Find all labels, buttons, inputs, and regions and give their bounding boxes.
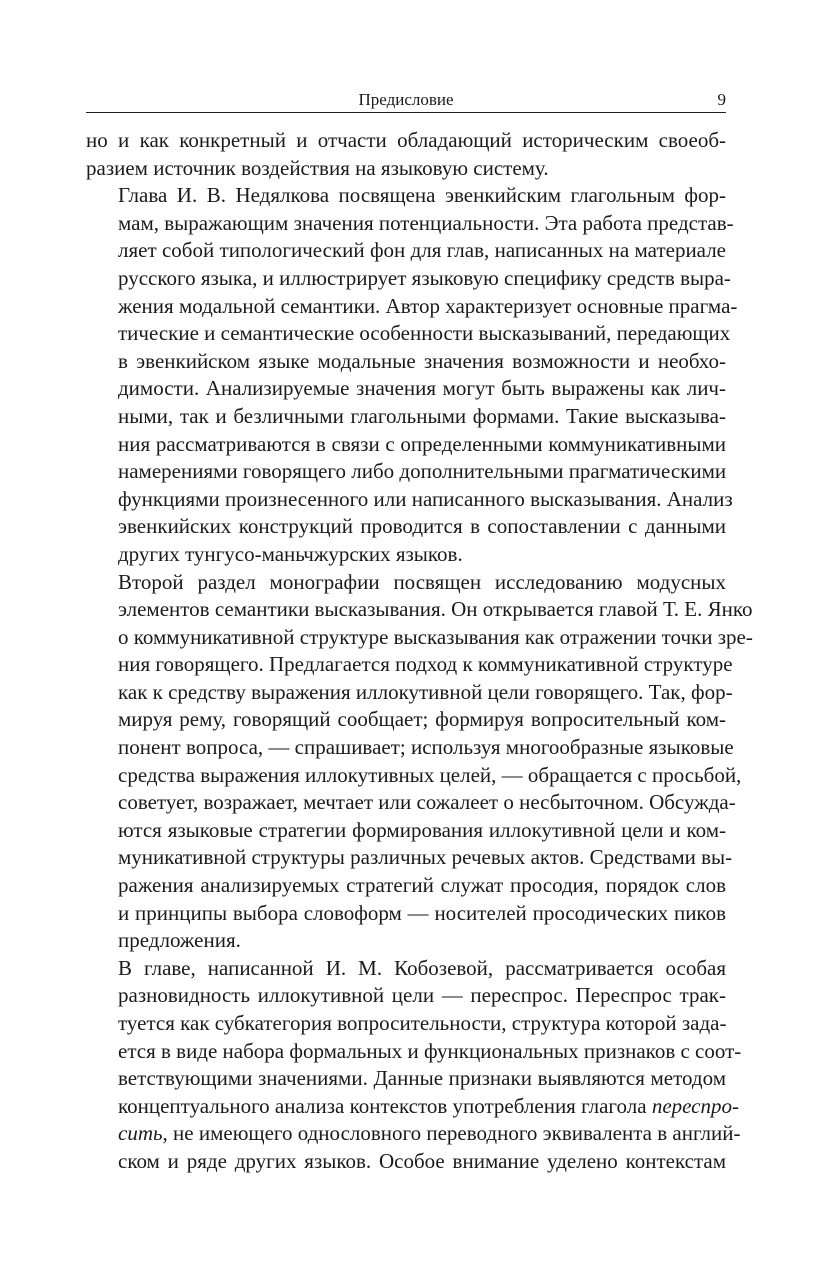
- text-line: В главе, написанной И. М. Кобозевой, рассматривается особая: [118, 955, 726, 980]
- text-line: ражения анализируемых стратегий служат просодия, порядок слов: [118, 873, 726, 898]
- text-line: элементов семантики высказывания. Он открывается главой Т. Е. Янко: [118, 597, 753, 622]
- text-line: предложения.: [118, 928, 241, 953]
- text-line: [86, 1120, 741, 1148]
- paragraph: [86, 569, 753, 955]
- text-line: Второй раздел монографии посвящен исследованию модусных: [118, 569, 726, 594]
- paragraph: [86, 127, 726, 182]
- text-line: как к средству выражения иллокутивной цели говорящего. Так, фор-: [118, 679, 733, 704]
- text-line: ния рассматриваются в связи с определенными коммуникативными: [118, 431, 726, 456]
- paragraph: [86, 182, 738, 568]
- text-line: ния говорящего. Предлагается подход к коммуникативной структуре: [118, 652, 733, 677]
- text-line: разновидность иллокутивной цели — переспрос. Переспрос трак-: [118, 983, 726, 1008]
- text-line: но и как конкретный и отчасти обладающий историческим своеоб-: [86, 128, 726, 152]
- text-line: намерениями говорящего либо дополнительными прагматическими: [118, 459, 727, 484]
- text-line: туется как субкатегория вопросительности, структура которой зада-: [118, 1011, 727, 1035]
- text-run: концептуального анализа контекстов употребления глагола: [118, 1093, 652, 1118]
- body-text: [86, 127, 753, 1176]
- text-line: димости. Анализируемые значения могут быть выражены как лич-: [118, 376, 726, 401]
- text-line: мам, выражающим значения потенциальности. Эта работа представ-: [118, 210, 734, 235]
- page-number: 9: [717, 90, 726, 109]
- text-line: о коммуникативной структуре высказывания как отражении точки зре-: [118, 624, 753, 649]
- text-line: ются языковые стратегии формирования иллокутивной цели и ком-: [118, 817, 726, 842]
- text-line: ском и ряде других языков. Особое внимание уделено контекстам: [118, 1148, 726, 1173]
- text-line: разием источник воздействия на языковую систему.: [86, 155, 549, 180]
- text-line: мируя рему, говорящий сообщает; формируя вопросительный ком-: [118, 707, 726, 732]
- text-line: жения модальной семантики. Автор характеризует основные прагма-: [118, 293, 738, 318]
- text-line: русского языка, и иллюстрирует языковую специфику средств выра-: [118, 265, 731, 290]
- italic-term: сить: [118, 1121, 163, 1146]
- italic-term: переспро-: [651, 1093, 739, 1118]
- text-line: функциями произнесенного или написанного высказывания. Анализ: [118, 486, 733, 511]
- page: [86, 88, 753, 1176]
- text-run: , не имеющего однословного переводного эквивалента в англий-: [162, 1121, 741, 1146]
- text-line: средства выражения иллокутивных целей, — обращается с просьбой,: [118, 762, 742, 787]
- section-title: Предисловие: [358, 90, 454, 109]
- text-line: муникативной структуры различных речевых актов. Средствами вы-: [118, 845, 733, 870]
- text-line: ными, так и безличными глагольными формами. Такие высказыва-: [118, 403, 726, 428]
- running-head: [86, 88, 726, 113]
- text-line: [86, 1093, 739, 1121]
- text-line: тические и семантические особенности высказываний, передающих: [118, 321, 731, 346]
- text-line: советует, возражает, мечтает или сожалеет о несбыточном. Обсужда-: [118, 790, 736, 815]
- text-line: ется в виде набора формальных и функциональных признаков с соот-: [118, 1038, 742, 1063]
- text-line: в эвенкийском языке модальные значения возможности и необхо-: [118, 348, 726, 373]
- text-line: эвенкийских конструкций проводится в сопоставлении с данными: [118, 514, 726, 539]
- text-line: других тунгусо-маньчжурских языков.: [118, 541, 463, 566]
- text-line: Глава И. В. Недялкова посвящена эвенкийским глагольным фор-: [118, 183, 726, 208]
- text-line: ветствующими значениями. Данные признаки выявляются методом: [118, 1066, 726, 1091]
- text-line: ляет собой типологический фон для глав, написанных на материале: [118, 238, 726, 263]
- paragraph: [86, 955, 742, 1176]
- text-line: и принципы выбора словоформ — носителей просодических пиков: [118, 900, 726, 925]
- text-line: понент вопроса, — спрашивает; используя многообразные языковые: [118, 735, 734, 760]
